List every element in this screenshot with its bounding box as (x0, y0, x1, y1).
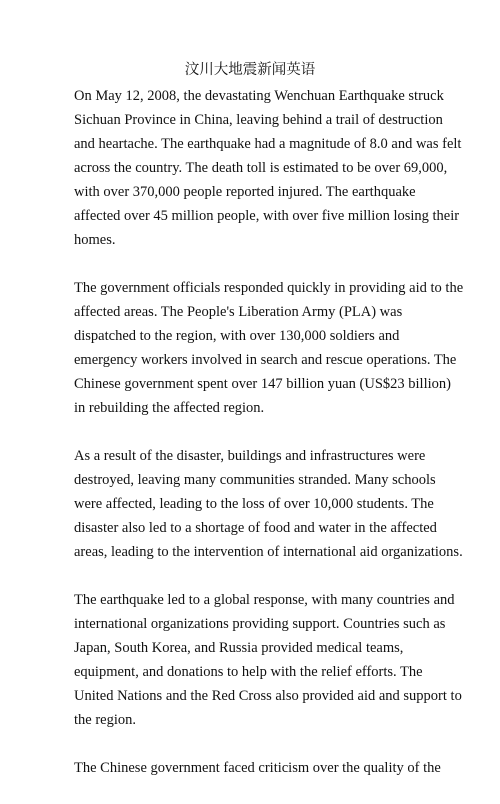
paragraph-4 (74, 588, 462, 732)
paragraph-1 (74, 84, 462, 252)
text-line: destroyed, leaving many communities stranded. Many schools (74, 472, 436, 488)
text-line: The government officials responded quickly in providing aid to the (74, 280, 464, 296)
text-line: Japan, South Korea, and Russia provided medical teams, (74, 640, 404, 656)
text-line: the region. (74, 712, 137, 728)
text-line: international organizations providing support. Countries such as (74, 616, 446, 632)
text-line: dispatched to the region, with over 130,000 soldiers and (74, 328, 400, 344)
document-title: 汶川大地震新闻英语 (184, 62, 316, 78)
text-line: were affected, leading to the loss of over 10,000 students. The (74, 496, 434, 512)
text-line: equipment, and donations to help with the relief efforts. The (74, 664, 423, 680)
text-line: Sichuan Province in China, leaving behind a trail of destruction (74, 112, 443, 128)
text-line: The Chinese government faced criticism over the quality of the (74, 760, 441, 776)
text-line: affected areas. The People's Liberation Army (PLA) was (74, 304, 403, 320)
text-line: Chinese government spent over 147 billion yuan (US$23 billion) (74, 376, 451, 392)
text-line: with over 370,000 people reported injured. The earthquake (74, 184, 416, 200)
text-line: and heartache. The earthquake had a magnitude of 8.0 and was felt (74, 136, 462, 152)
paragraph-5 (74, 756, 441, 780)
text-line: areas, leading to the intervention of international aid organizations. (74, 544, 463, 560)
text-line: emergency workers involved in search and rescue operations. The (74, 352, 457, 368)
text-line: affected over 45 million people, with over five million losing their (74, 208, 460, 224)
text-line: disaster also led to a shortage of food and water in the affected (74, 520, 437, 536)
document-body (74, 84, 464, 804)
paragraph-3 (74, 444, 463, 564)
text-line: across the country. The death toll is estimated to be over 69,000, (74, 160, 448, 176)
text-line: As a result of the disaster, buildings and infrastructures were (74, 448, 426, 464)
text-line: On May 12, 2008, the devastating Wenchuan Earthquake struck (74, 88, 444, 104)
text-line: United Nations and the Red Cross also provided aid and support to (74, 688, 462, 704)
text-line: homes. (74, 232, 116, 248)
text-line: The earthquake led to a global response, with many countries and (74, 592, 455, 608)
text-line: in rebuilding the affected region. (74, 400, 265, 416)
paragraph-2 (74, 276, 464, 420)
